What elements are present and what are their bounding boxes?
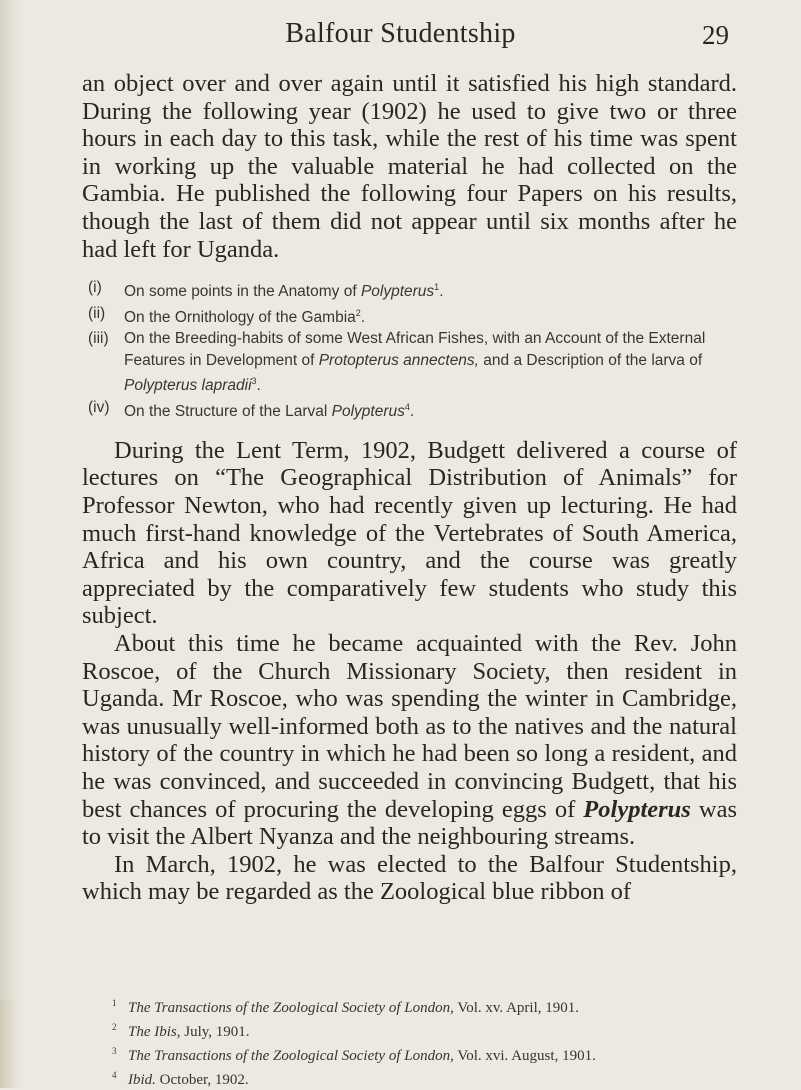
page-gutter-shadow: [0, 0, 22, 1088]
paper-number: (iii): [88, 330, 109, 348]
footnote-ref: 1: [434, 282, 440, 293]
page-body: [82, 70, 737, 906]
footnote-ref: 4: [404, 402, 410, 413]
paragraph-studentship: In March, 1902, he was elected to the Balfour Studentship, which may be regarded as the Zoological blue ribbon of: [82, 850, 737, 906]
list-item-paper-3: [82, 328, 737, 397]
running-head: [0, 8, 801, 58]
footnote-4: 4 Ibid. October, 1902.: [112, 1070, 249, 1088]
paragraph-opening: an object over and over again until it satisfied his high standard. During the following year (1902) he used to give two or three hours in each day to this task, while the rest of his time was spent in working up the valuable material he had collected on the Gambia. He published the following four Papers on his results, though the last of them did not appear until six months after he had left for Uganda.: [82, 70, 737, 263]
footnote-3: 3 The Transactions of the Zoological Society of London, Vol. xvi. August, 1901.: [112, 1046, 596, 1064]
binding-mark: [0, 1000, 14, 1088]
paper-number: (ii): [88, 304, 106, 322]
list-item-paper-4: [82, 397, 737, 423]
paper-title: On the Ornithology of the Gambia$^2$.: [124, 307, 366, 326]
footnotes: [112, 994, 728, 1090]
paper-number: (i): [88, 279, 102, 297]
paper-title: On some points in the Anatomy of Polypterus$^1$.: [124, 282, 444, 301]
paper-title: On the Breeding-habits of some West African Fishes, with an Account of the External Features in Development of Protopterus annectens, and a Description of the larva of Polypterus lapradii$^3$.: [124, 330, 706, 395]
paper-number: (iv): [88, 399, 110, 417]
paragraph-lent-term: During the Lent Term, 1902, Budgett delivered a course of lectures on “The Geographical Distribution of Animals” for Professor Newton, who had recently given up lecturing. He had much first-hand knowledge of the Vertebrates of South America, Africa and his own country, and the course was greatly appreciated by the comparatively few students who study this subject.: [82, 436, 737, 630]
paper-title: On the Structure of the Larval Polypterus$^4$.: [124, 402, 415, 421]
footnote-ref: 3: [251, 376, 257, 387]
list-item-paper-2: [82, 303, 737, 329]
list-item-paper-1: [82, 277, 737, 303]
footnote-1: 1 The Transactions of the Zoological Society of London, Vol. xv. April, 1901.: [112, 998, 579, 1016]
running-title: Balfour Studentship: [285, 18, 516, 49]
page-number: 29: [702, 20, 729, 50]
footnote-ref: 2: [355, 307, 361, 318]
papers-list: [82, 277, 737, 423]
paragraph-roscoe: About this time he became acquainted with the Rev. John Roscoe, of the Church Missionary Society, then resident in Uganda. Mr Roscoe, who was spending the winter in Cambridge, was unusually well-informed both as to the natives and the natural history of the country in which he had been so long a resident, and he was convinced, and succeeded in convincing Budgett, that his best chances of procuring the developing eggs of Polypterus was to visit the Albert Nyanza and the neighbouring streams.: [82, 629, 737, 851]
footnote-2: 2 The Ibis, July, 1901.: [112, 1022, 250, 1040]
